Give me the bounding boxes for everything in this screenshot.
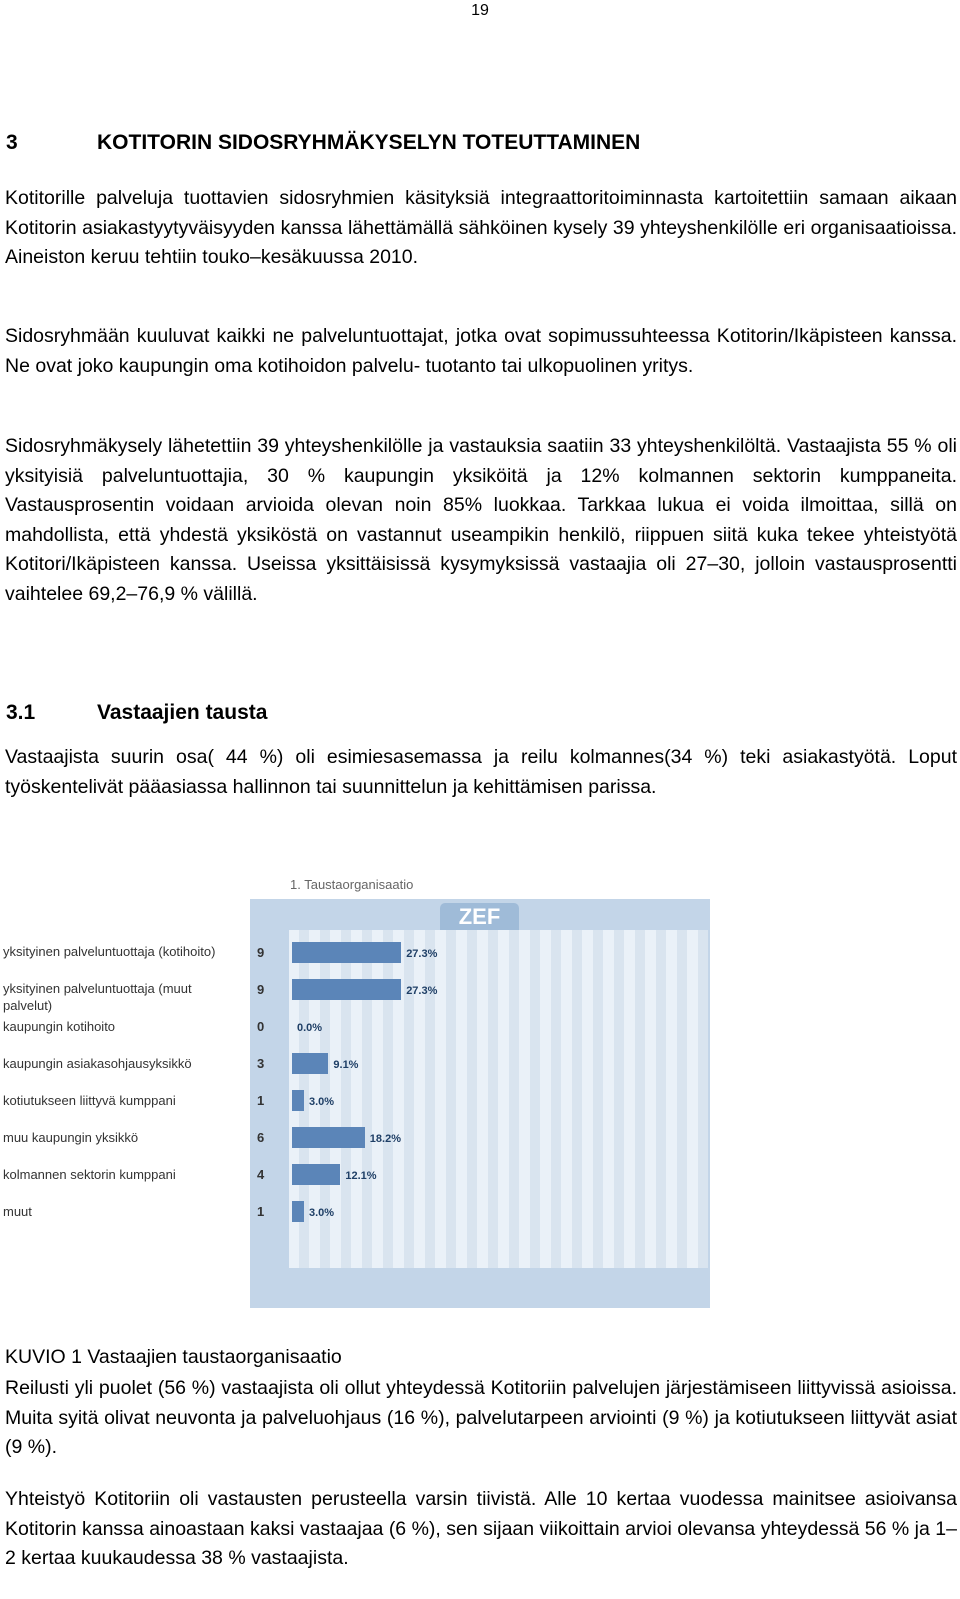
category-count: 9 (257, 982, 265, 997)
section-title: KOTITORIN SIDOSRYHMÄKYSELYN TOTEUTTAMINEN (97, 131, 641, 154)
chart-grid-stripe (404, 930, 414, 1268)
bar-value-label: 18.2% (369, 1133, 401, 1145)
zef-logo: ZEF (440, 903, 519, 930)
paragraph-6: Yhteistyö Kotitoriin oli vastausten perusteella varsin tiivistä. Alle 10 kertaa vuodessa mainitsee asioivansa Kotitorin kanssa ainoastaan kaksi vastaajaa (6 %), sen sijaan viikoittain arvioi olevansa yhteydessä 56 % ja 1–2 kertaa kuukaudessa 38 % vastaajista. (5, 1488, 957, 1569)
chart-grid-stripe (446, 930, 456, 1268)
bar-value-label: 27.3% (406, 948, 438, 960)
section-number: 3 (6, 131, 18, 154)
category-count: 3 (257, 1056, 265, 1071)
bar (292, 1164, 340, 1185)
chart-grid-stripe (467, 930, 477, 1268)
category-count: 1 (257, 1093, 265, 1108)
section-heading (6, 131, 640, 155)
paragraph-3: Sidosryhmäkysely lähetettiin 39 yhteyshenkilölle ja vastauksia saatiin 33 yhteyshenkilöltä. Vastaajista 55 % oli yksityisiä palveluntuottajia, 30 % kaupungin yksiköitä ja 12% kolmannen sektorin kumppaneita. Vastausprosentin voidaan arvioida olevan noin 85% luokkaa. Tarkkaa lukua ei voida ilmoittaa, sillä on mahdollista, että yhdestä yksiköstä on vastannut useampikin henkilö, riippuen siitä kuka tekee yhteistyötä Kotitori/Ikäpisteen kanssa. Useissa yksittäisissä kysymyksissä vastaajia oli 27–30, jolloin vastausprosentti vaihtelee 69,2–76,9 % välillä. (5, 435, 957, 605)
bar-value-label: 3.0% (309, 1207, 335, 1219)
chart-grid-stripe (572, 930, 582, 1268)
chart-grid-stripe (593, 930, 603, 1268)
subsection-title: Vastaajien tausta (97, 701, 268, 724)
chart-grid-stripe (698, 930, 708, 1268)
category-count: 0 (257, 1019, 265, 1034)
bar (292, 1201, 304, 1222)
bar (292, 942, 401, 963)
bar-value-label: 9.1% (333, 1059, 359, 1071)
chart-grid-stripe (614, 930, 624, 1268)
bar-value-label: 3.0% (309, 1096, 335, 1108)
chart-grid-stripe (488, 930, 498, 1268)
category-label: kaupungin asiakasohjausyksikkö (3, 1056, 192, 1071)
category-label: kotiutukseen liittyvä kumppani (3, 1093, 176, 1108)
chart-grid-stripe (425, 930, 435, 1268)
category-label: kolmannen sektorin kumppani (3, 1167, 176, 1182)
bar-value-label: 27.3% (406, 985, 438, 997)
bar-value-label: 12.1% (345, 1170, 377, 1182)
category-count: 1 (257, 1204, 265, 1219)
subsection-number: 3.1 (6, 701, 36, 724)
figure-caption: KUVIO 1 Vastaajien taustaorganisaatio (5, 1346, 342, 1368)
bar-value-label: 0.0% (297, 1022, 323, 1034)
paragraph-5: Reilusti yli puolet (56 %) vastaajista oli ollut yhteydessä Kotitoriin palvelujen järjestämiseen liittyvissä asioissa. Muita syitä olivat neuvonta ja palveluohjaus (16 %), palvelutarpeen arviointi (9 %) ja kotiutukseen liittyvät asiat (9 %). (5, 1377, 957, 1458)
paragraph-2: Sidosryhmään kuuluvat kaikki ne palveluntuottajat, jotka ovat sopimussuhteessa Kotitorin/Ikäpisteen kanssa. Ne ovat joko kaupungin oma kotihoidon palvelu- tuotanto tai ulkopuolinen yritys. (5, 325, 957, 377)
category-label: yksityinen palveluntuottaja (kotihoito) (3, 944, 216, 959)
category-count: 9 (257, 945, 265, 960)
chart-title: 1. Taustaorganisaatio (290, 877, 414, 892)
page-number: 19 (471, 2, 489, 19)
paragraph-4: Vastaajista suurin osa( 44 %) oli esimiesasemassa ja reilu kolmannes(34 %) teki asiakastyötä. Loput työskentelivät pääasiassa hallinnon tai suunnittelun ja kehittämisen parissa. (5, 746, 957, 798)
chart-grid-stripe (677, 930, 687, 1268)
bar (292, 1090, 304, 1111)
bar (292, 1053, 328, 1074)
category-count: 6 (257, 1130, 265, 1145)
chart-grid-stripe (509, 930, 519, 1268)
paragraph-1: Kotitorille palveluja tuottavien sidosryhmien käsityksiä integraattoritoiminnasta kartoitettiin samaan aikaan Kotitorin asiakastyytyväisyyden kanssa lähettämällä sähköinen kysely 39 yhteyshenkilölle eri organisaatioissa. Aineiston keruu tehtiin touko–kesäkuussa 2010. (5, 187, 957, 268)
chart-grid-stripe (551, 930, 561, 1268)
category-label: muu kaupungin yksikkö (3, 1130, 139, 1145)
subsection-heading (6, 701, 267, 725)
chart-grid-stripe (656, 930, 666, 1268)
bar (292, 1127, 365, 1148)
category-label: muut (3, 1204, 32, 1219)
category-label: yksityinen palveluntuottaja (muut palvelut) (3, 981, 192, 1013)
bar (292, 979, 401, 1000)
chart-grid-stripe (635, 930, 645, 1268)
category-count: 4 (257, 1167, 265, 1182)
chart-grid-stripe (530, 930, 540, 1268)
category-label: kaupungin kotihoito (3, 1019, 116, 1034)
